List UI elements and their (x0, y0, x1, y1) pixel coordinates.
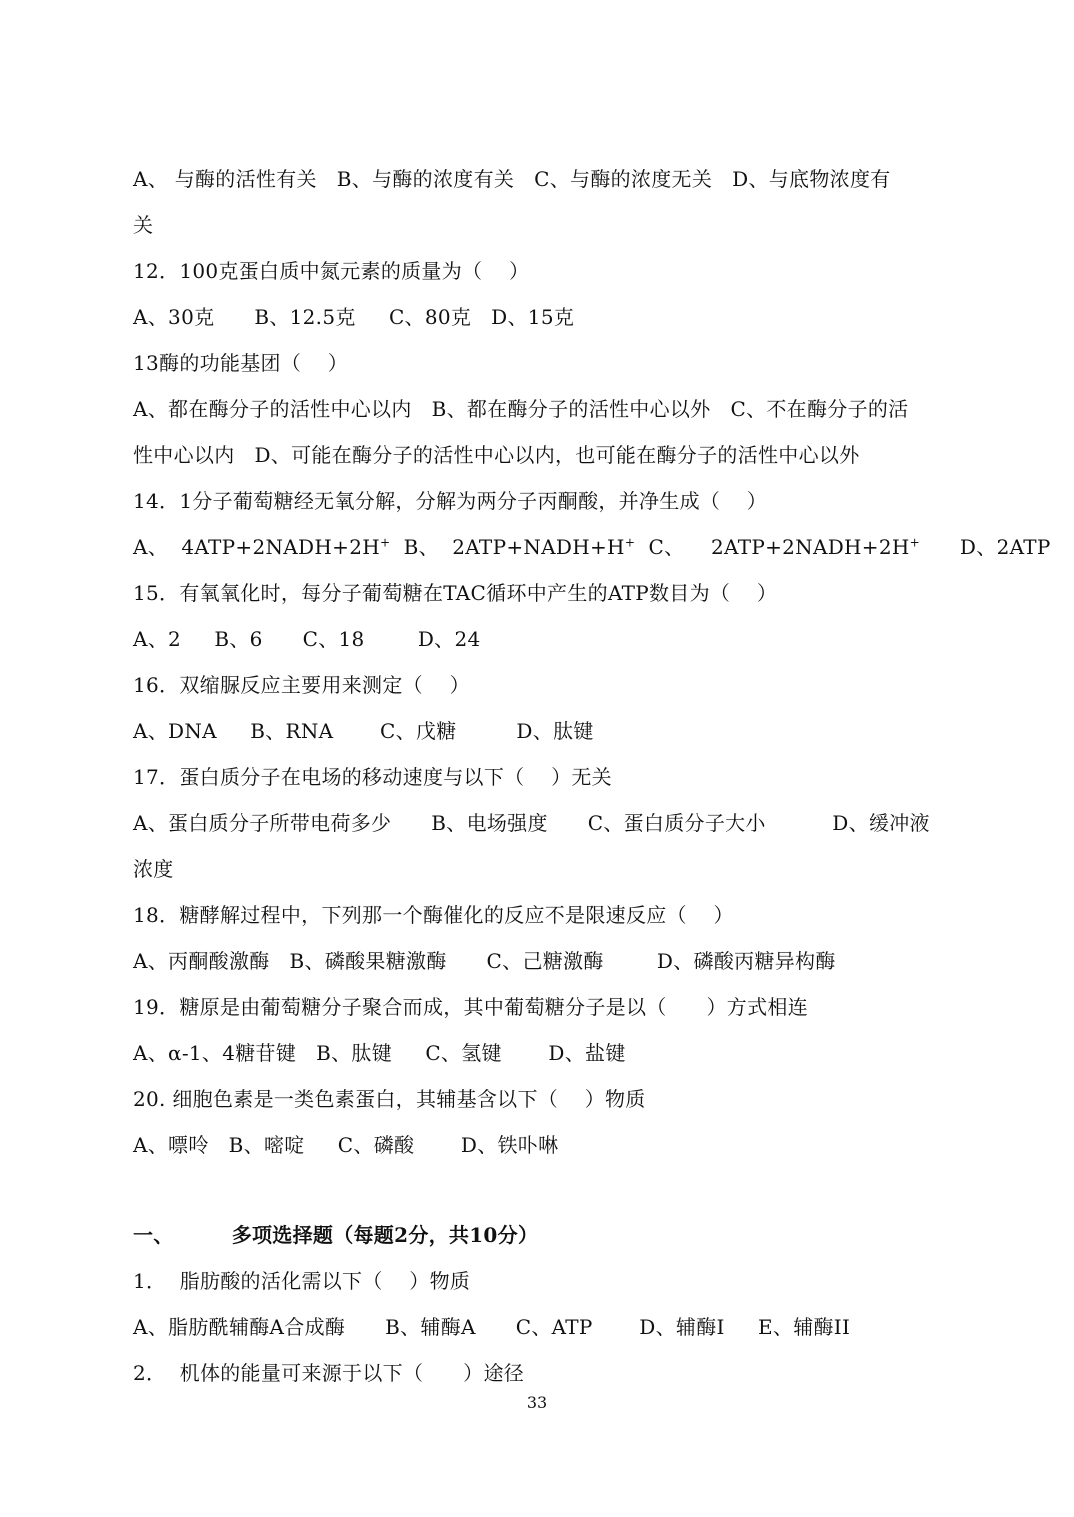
superscript-plus: + (379, 535, 391, 550)
question-15: 15．有氧氧化时，每分子葡萄糖在TAC循环中产生的ATP数目为（ ） (133, 581, 778, 605)
q15-options: A、2 B、6 C、18 D、24 (133, 627, 481, 651)
multi-question-2: 2． 机体的能量可来源于以下（ ）途径 (133, 1361, 525, 1385)
q19-options: A、α-1、4糖苷键 B、肽键 C、氢键 D、盐键 (133, 1041, 626, 1065)
question-18: 18．糖酵解过程中，下列那一个酶催化的反应不是限速反应（ ） (133, 903, 734, 927)
question-14: 14．1分子葡萄糖经无氧分解，分解为两分子丙酮酸，并净生成（ ） (133, 489, 768, 513)
q17-options-line2: 浓度 (133, 857, 174, 881)
q14-option-b: B、 2ATP+NADH+H (390, 535, 625, 559)
question-19: 19．糖原是由葡萄糖分子聚合而成，其中葡萄糖分子是以（ ）方式相连 (133, 995, 808, 1019)
q13-options-line2: 性中心以内 D、可能在酶分子的活性中心以内，也可能在酶分子的活性中心以外 (133, 443, 860, 467)
superscript-plus: + (909, 535, 920, 550)
question-16: 16．双缩脲反应主要用来测定（ ） (133, 673, 470, 697)
section-heading: 一、 多项选择题（每题2分，共10分） (133, 1223, 539, 1247)
question-20: 20. 细胞色素是一类色素蛋白，其辅基含以下（ ）物质 (133, 1087, 646, 1111)
page-number: 33 (526, 1393, 548, 1412)
q13-options-line1: A、都在酶分子的活性中心以内 B、都在酶分子的活性中心以外 C、不在酶分子的活 (133, 397, 909, 421)
multi-question-1: 1． 脂肪酸的活化需以下（ ）物质 (133, 1269, 471, 1293)
q12-options: A、30克 B、12.5克 C、80克 D、15克 (133, 305, 575, 329)
q11-options-line1: A、 与酶的活性有关 B、与酶的浓度有关 C、与酶的浓度无关 D、与底物浓度有 (133, 167, 891, 191)
q18-options: A、丙酮酸激酶 B、磷酸果糖激酶 C、己糖激酶 D、磷酸丙糖异构酶 (133, 949, 836, 973)
superscript-plus: + (624, 535, 636, 550)
multi-q1-options: A、脂肪酰辅酶A合成酶 B、辅酶A C、ATP D、辅酶I E、辅酶II (133, 1315, 851, 1339)
q16-options: A、DNA B、RNA C、戊糖 D、肽键 (133, 719, 594, 743)
q14-option-c: C、 2ATP+2NADH+2H (635, 535, 910, 559)
q14-option-a: A、 4ATP+2NADH+2H (133, 535, 380, 559)
question-17: 17．蛋白质分子在电场的移动速度与以下（ ）无关 (133, 765, 612, 789)
q11-options-line2: 关 (133, 213, 154, 237)
q14-options (133, 533, 1051, 561)
q17-options-line1: A、蛋白质分子所带电荷多少 B、电场强度 C、蛋白质分子大小 D、缓冲液 (133, 811, 930, 835)
q20-options: A、嘌呤 B、嘧啶 C、磷酸 D、铁卟啉 (133, 1133, 559, 1157)
q14-option-d: D、2ATP (919, 535, 1051, 559)
question-12: 12．100克蛋白质中氮元素的质量为（ ） (133, 259, 530, 283)
question-13: 13酶的功能基团（ ） (133, 351, 349, 375)
